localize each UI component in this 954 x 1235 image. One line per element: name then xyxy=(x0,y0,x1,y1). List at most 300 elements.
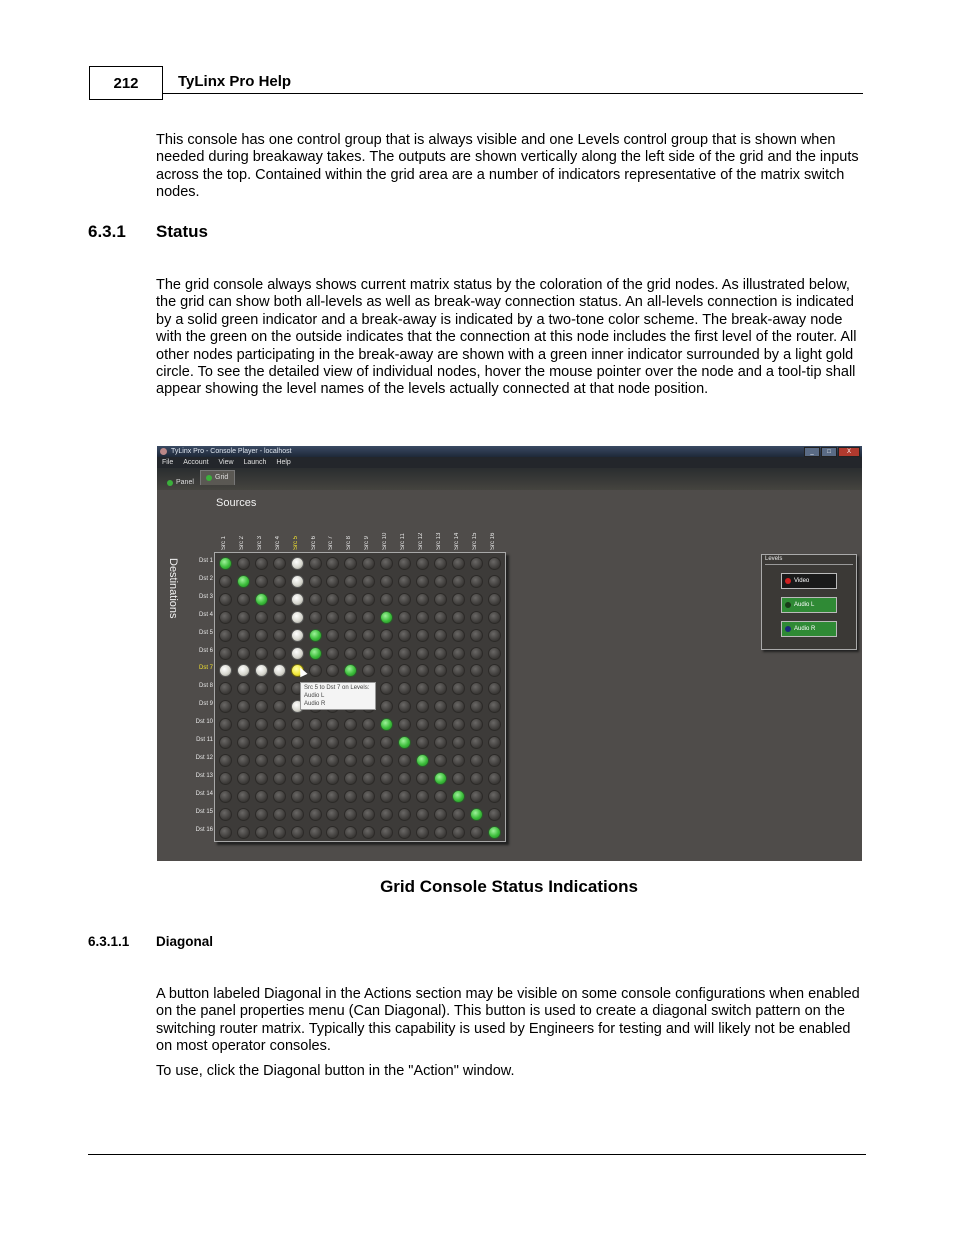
matrix-node[interactable] xyxy=(488,772,501,785)
matrix-node[interactable] xyxy=(255,611,268,624)
matrix-node[interactable] xyxy=(416,718,429,731)
matrix-node[interactable] xyxy=(273,808,286,821)
matrix-node[interactable] xyxy=(309,790,322,803)
matrix-node[interactable] xyxy=(362,772,375,785)
destination-label[interactable]: Dst 2 xyxy=(198,575,213,582)
matrix-node[interactable] xyxy=(255,826,268,839)
matrix-node[interactable] xyxy=(291,557,304,570)
destination-label[interactable]: Dst 4 xyxy=(198,611,213,618)
matrix-node[interactable] xyxy=(488,593,501,606)
matrix-node[interactable] xyxy=(398,557,411,570)
matrix-node[interactable] xyxy=(398,647,411,660)
matrix-node[interactable] xyxy=(273,700,286,713)
matrix-node[interactable] xyxy=(488,629,501,642)
matrix-node[interactable] xyxy=(398,629,411,642)
matrix-node[interactable] xyxy=(255,790,268,803)
matrix-node[interactable] xyxy=(326,736,339,749)
matrix-node[interactable] xyxy=(255,664,268,677)
matrix-node[interactable] xyxy=(434,664,447,677)
section-title: Status xyxy=(156,222,208,241)
source-label[interactable]: Src 9 xyxy=(364,535,371,550)
matrix-node[interactable] xyxy=(434,611,447,624)
matrix-node[interactable] xyxy=(291,593,304,606)
source-label[interactable]: Src 16 xyxy=(489,532,496,550)
matrix-node[interactable] xyxy=(237,593,250,606)
matrix-node[interactable] xyxy=(291,772,304,785)
matrix-node[interactable] xyxy=(219,682,232,695)
matrix-node[interactable] xyxy=(344,664,357,677)
maximize-button[interactable]: □ xyxy=(821,447,837,457)
destination-label[interactable]: Dst 16 xyxy=(195,826,213,833)
matrix-node[interactable] xyxy=(237,682,250,695)
matrix-node[interactable] xyxy=(344,754,357,767)
matrix-node[interactable] xyxy=(309,611,322,624)
source-label[interactable]: Src 11 xyxy=(400,533,406,550)
matrix-node[interactable] xyxy=(488,808,501,821)
matrix-node[interactable] xyxy=(452,736,465,749)
matrix-node[interactable] xyxy=(470,754,483,767)
matrix-node[interactable] xyxy=(309,575,322,588)
matrix-node[interactable] xyxy=(255,629,268,642)
matrix-node[interactable] xyxy=(219,772,232,785)
matrix-node[interactable] xyxy=(362,647,375,660)
matrix-node[interactable] xyxy=(309,664,322,677)
matrix-node[interactable] xyxy=(344,718,357,731)
matrix-node[interactable] xyxy=(398,611,411,624)
matrix-node[interactable] xyxy=(291,754,304,767)
matrix-node[interactable] xyxy=(309,736,322,749)
source-label[interactable]: Src 14 xyxy=(453,532,460,550)
source-label[interactable]: Src 12 xyxy=(417,532,424,550)
matrix-node[interactable] xyxy=(470,736,483,749)
matrix-node[interactable] xyxy=(273,647,286,660)
matrix-node[interactable] xyxy=(416,629,429,642)
matrix-node[interactable] xyxy=(291,718,304,731)
matrix-node[interactable] xyxy=(398,700,411,713)
matrix-node[interactable] xyxy=(398,664,411,677)
matrix-node[interactable] xyxy=(470,826,483,839)
matrix-node[interactable] xyxy=(273,611,286,624)
matrix-node[interactable] xyxy=(398,593,411,606)
source-label[interactable]: Src 13 xyxy=(435,532,442,550)
matrix-node[interactable] xyxy=(326,629,339,642)
matrix-node[interactable] xyxy=(488,718,501,731)
matrix-node[interactable] xyxy=(237,790,250,803)
matrix-node[interactable] xyxy=(273,754,286,767)
matrix-node[interactable] xyxy=(273,557,286,570)
matrix-node[interactable] xyxy=(470,682,483,695)
matrix-node[interactable] xyxy=(255,808,268,821)
matrix-node[interactable] xyxy=(255,575,268,588)
matrix-node[interactable] xyxy=(488,790,501,803)
matrix-node[interactable] xyxy=(398,718,411,731)
destination-label[interactable]: Dst 14 xyxy=(195,790,213,797)
matrix-node[interactable] xyxy=(291,647,304,660)
destination-label[interactable]: Dst 11 xyxy=(196,737,213,743)
matrix-node[interactable] xyxy=(237,736,250,749)
destination-label[interactable]: Dst 3 xyxy=(198,593,213,600)
matrix-node[interactable] xyxy=(416,647,429,660)
matrix-node[interactable] xyxy=(219,808,232,821)
matrix-node[interactable] xyxy=(326,593,339,606)
matrix-node[interactable] xyxy=(488,664,501,677)
destination-label[interactable]: Dst 6 xyxy=(198,647,213,654)
matrix-node[interactable] xyxy=(273,629,286,642)
matrix-node[interactable] xyxy=(255,772,268,785)
matrix-node[interactable] xyxy=(434,754,447,767)
matrix-node[interactable] xyxy=(255,682,268,695)
matrix-node[interactable] xyxy=(470,700,483,713)
matrix-node[interactable] xyxy=(452,575,465,588)
matrix-node[interactable] xyxy=(237,754,250,767)
matrix-node[interactable] xyxy=(309,647,322,660)
matrix-node[interactable] xyxy=(452,664,465,677)
source-label[interactable]: Src 10 xyxy=(382,532,389,550)
matrix-node[interactable] xyxy=(309,718,322,731)
destination-label[interactable]: Dst 8 xyxy=(198,683,213,690)
matrix-node[interactable] xyxy=(398,790,411,803)
matrix-node[interactable] xyxy=(291,611,304,624)
matrix-node[interactable] xyxy=(326,611,339,624)
matrix-node[interactable] xyxy=(273,718,286,731)
matrix-node[interactable] xyxy=(255,736,268,749)
matrix-node[interactable] xyxy=(380,682,393,695)
matrix-node[interactable] xyxy=(362,826,375,839)
matrix-node[interactable] xyxy=(326,664,339,677)
menu-account[interactable]: Account xyxy=(183,459,209,466)
minimize-button[interactable]: _ xyxy=(804,447,820,457)
matrix-node[interactable] xyxy=(237,557,250,570)
matrix-node[interactable] xyxy=(291,826,304,839)
matrix-node[interactable] xyxy=(452,629,465,642)
matrix-node[interactable] xyxy=(488,826,501,839)
matrix-node[interactable] xyxy=(452,611,465,624)
matrix-node[interactable] xyxy=(344,611,357,624)
matrix-node[interactable] xyxy=(344,736,357,749)
matrix-node[interactable] xyxy=(452,790,465,803)
matrix-node[interactable] xyxy=(470,593,483,606)
matrix-node[interactable] xyxy=(416,593,429,606)
source-label[interactable]: Src 8 xyxy=(346,535,353,550)
matrix-node[interactable] xyxy=(362,790,375,803)
destination-label[interactable]: Dst 15 xyxy=(195,808,213,815)
status-dot-icon xyxy=(206,475,212,481)
matrix-node[interactable] xyxy=(237,772,250,785)
matrix-node[interactable] xyxy=(470,664,483,677)
matrix-node[interactable] xyxy=(344,772,357,785)
console-screenshot xyxy=(157,446,862,861)
level-button-audio-l[interactable] xyxy=(781,597,837,613)
matrix-node[interactable] xyxy=(273,664,286,677)
matrix-node[interactable] xyxy=(237,647,250,660)
matrix-node[interactable] xyxy=(416,772,429,785)
matrix-node[interactable] xyxy=(434,575,447,588)
matrix-node[interactable] xyxy=(237,808,250,821)
matrix-node[interactable] xyxy=(380,808,393,821)
menu-view[interactable]: View xyxy=(218,459,234,466)
matrix-node[interactable] xyxy=(362,629,375,642)
matrix-node[interactable] xyxy=(488,754,501,767)
footer-rule xyxy=(88,1154,866,1155)
matrix-node[interactable] xyxy=(416,682,429,695)
matrix-node[interactable] xyxy=(380,772,393,785)
matrix-node[interactable] xyxy=(344,808,357,821)
matrix-node[interactable] xyxy=(309,629,322,642)
matrix-node[interactable] xyxy=(291,575,304,588)
section-heading-diagonal xyxy=(88,934,213,949)
matrix-node[interactable] xyxy=(291,736,304,749)
matrix-node[interactable] xyxy=(380,718,393,731)
matrix-node[interactable] xyxy=(273,790,286,803)
matrix-node[interactable] xyxy=(362,736,375,749)
matrix-node[interactable] xyxy=(452,593,465,606)
matrix-node[interactable] xyxy=(380,700,393,713)
matrix-node[interactable] xyxy=(219,718,232,731)
matrix-node[interactable] xyxy=(398,772,411,785)
matrix-node[interactable] xyxy=(255,647,268,660)
matrix-node[interactable] xyxy=(380,754,393,767)
matrix-node[interactable] xyxy=(434,808,447,821)
matrix-node[interactable] xyxy=(273,682,286,695)
matrix-node[interactable] xyxy=(398,808,411,821)
matrix-node[interactable] xyxy=(309,808,322,821)
matrix-node[interactable] xyxy=(470,790,483,803)
matrix-node[interactable] xyxy=(237,611,250,624)
matrix-node[interactable] xyxy=(380,557,393,570)
close-button[interactable]: X xyxy=(838,447,860,457)
menu-help[interactable]: Help xyxy=(276,459,291,466)
window-titlebar xyxy=(157,446,862,457)
matrix-node[interactable] xyxy=(380,611,393,624)
matrix-node[interactable] xyxy=(362,754,375,767)
matrix-node[interactable] xyxy=(416,736,429,749)
matrix-node[interactable] xyxy=(488,647,501,660)
matrix-node[interactable] xyxy=(255,754,268,767)
matrix-node[interactable] xyxy=(434,682,447,695)
matrix-node[interactable] xyxy=(434,647,447,660)
matrix-node[interactable] xyxy=(470,647,483,660)
levels-divider xyxy=(765,564,853,565)
matrix-node[interactable] xyxy=(219,754,232,767)
matrix-node[interactable] xyxy=(326,647,339,660)
matrix-node[interactable] xyxy=(380,647,393,660)
source-label[interactable]: Src 3 xyxy=(256,535,263,550)
matrix-node[interactable] xyxy=(470,629,483,642)
matrix-node[interactable] xyxy=(416,808,429,821)
matrix-node[interactable] xyxy=(452,682,465,695)
matrix-node[interactable] xyxy=(255,700,268,713)
source-label[interactable]: Src 1 xyxy=(221,535,227,550)
matrix-node[interactable] xyxy=(326,790,339,803)
matrix-node[interactable] xyxy=(434,629,447,642)
matrix-node[interactable] xyxy=(326,772,339,785)
matrix-node[interactable] xyxy=(434,557,447,570)
matrix-node[interactable] xyxy=(273,736,286,749)
destination-label[interactable]: Dst 12 xyxy=(195,754,213,761)
matrix-node[interactable] xyxy=(219,557,232,570)
matrix-node[interactable] xyxy=(273,826,286,839)
matrix-node[interactable] xyxy=(452,808,465,821)
matrix-node[interactable] xyxy=(470,611,483,624)
destination-label[interactable]: Dst 1 xyxy=(198,558,213,564)
matrix-node[interactable] xyxy=(380,629,393,642)
matrix-node[interactable] xyxy=(452,772,465,785)
matrix-node[interactable] xyxy=(255,557,268,570)
matrix-node[interactable] xyxy=(452,718,465,731)
matrix-node[interactable] xyxy=(452,754,465,767)
matrix-node[interactable] xyxy=(326,826,339,839)
matrix-node[interactable] xyxy=(470,557,483,570)
matrix-node[interactable] xyxy=(398,682,411,695)
matrix-node[interactable] xyxy=(470,718,483,731)
matrix-node[interactable] xyxy=(362,611,375,624)
matrix-node[interactable] xyxy=(362,557,375,570)
level-button-video[interactable] xyxy=(781,573,837,589)
matrix-node[interactable] xyxy=(398,826,411,839)
source-label[interactable]: Src 6 xyxy=(310,535,317,550)
matrix-node[interactable] xyxy=(452,826,465,839)
matrix-node[interactable] xyxy=(416,557,429,570)
matrix-node[interactable] xyxy=(344,593,357,606)
menu-launch[interactable]: Launch xyxy=(243,459,267,466)
matrix-node[interactable] xyxy=(237,629,250,642)
matrix-node[interactable] xyxy=(452,557,465,570)
matrix-node[interactable] xyxy=(309,593,322,606)
matrix-node[interactable] xyxy=(488,682,501,695)
matrix-node[interactable] xyxy=(452,700,465,713)
matrix-node[interactable] xyxy=(362,575,375,588)
matrix-node[interactable] xyxy=(219,700,232,713)
matrix-node[interactable] xyxy=(362,593,375,606)
help-title: TyLinx Pro Help xyxy=(178,73,292,90)
matrix-node[interactable] xyxy=(416,611,429,624)
matrix-node[interactable] xyxy=(291,808,304,821)
matrix-node[interactable] xyxy=(434,736,447,749)
level-button-audio-r[interactable] xyxy=(781,621,837,637)
matrix-node[interactable] xyxy=(309,826,322,839)
matrix-node[interactable] xyxy=(237,664,250,677)
tab-panel[interactable] xyxy=(162,476,200,490)
matrix-node[interactable] xyxy=(219,575,232,588)
matrix-node[interactable] xyxy=(362,718,375,731)
matrix-node[interactable] xyxy=(291,629,304,642)
matrix-node[interactable] xyxy=(219,593,232,606)
menu-file[interactable]: File xyxy=(162,459,174,466)
matrix-node[interactable] xyxy=(488,557,501,570)
matrix-node[interactable] xyxy=(434,790,447,803)
matrix-node[interactable] xyxy=(470,575,483,588)
matrix-node[interactable] xyxy=(219,611,232,624)
matrix-node[interactable] xyxy=(291,790,304,803)
matrix-node[interactable] xyxy=(416,664,429,677)
matrix-node[interactable] xyxy=(488,700,501,713)
matrix-node[interactable] xyxy=(488,736,501,749)
matrix-node[interactable] xyxy=(344,826,357,839)
matrix-node[interactable] xyxy=(488,575,501,588)
source-label[interactable]: Src 5 xyxy=(292,535,299,550)
matrix-node[interactable] xyxy=(326,575,339,588)
matrix-node[interactable] xyxy=(488,611,501,624)
matrix-node[interactable] xyxy=(416,700,429,713)
matrix-node[interactable] xyxy=(344,575,357,588)
matrix-node[interactable] xyxy=(237,826,250,839)
matrix-node[interactable] xyxy=(362,808,375,821)
matrix-node[interactable] xyxy=(380,736,393,749)
matrix-node[interactable] xyxy=(416,826,429,839)
matrix-node[interactable] xyxy=(380,593,393,606)
matrix-node[interactable] xyxy=(434,772,447,785)
matrix-node[interactable] xyxy=(416,790,429,803)
matrix-node[interactable] xyxy=(237,718,250,731)
destination-label[interactable]: Dst 7 xyxy=(198,665,213,672)
matrix-node[interactable] xyxy=(309,557,322,570)
matrix-node[interactable] xyxy=(326,754,339,767)
section-number: 6.3.1.1 xyxy=(88,934,130,949)
matrix-node[interactable] xyxy=(219,790,232,803)
matrix-node[interactable] xyxy=(273,772,286,785)
matrix-node[interactable] xyxy=(398,736,411,749)
matrix-node[interactable] xyxy=(344,790,357,803)
matrix-node[interactable] xyxy=(416,754,429,767)
matrix-node[interactable] xyxy=(326,808,339,821)
destination-label[interactable]: Dst 5 xyxy=(198,629,213,636)
matrix-node[interactable] xyxy=(326,718,339,731)
matrix-node[interactable] xyxy=(326,557,339,570)
matrix-node[interactable] xyxy=(398,754,411,767)
source-label[interactable]: Src 7 xyxy=(328,535,335,550)
destination-label[interactable]: Dst 13 xyxy=(195,772,213,779)
matrix-node[interactable] xyxy=(470,808,483,821)
matrix-node[interactable] xyxy=(452,647,465,660)
matrix-node[interactable] xyxy=(237,575,250,588)
level-label: Audio R xyxy=(794,626,816,632)
matrix-node[interactable] xyxy=(344,557,357,570)
matrix-node[interactable] xyxy=(219,664,232,677)
matrix-node[interactable] xyxy=(219,826,232,839)
destination-label[interactable]: Dst 10 xyxy=(195,719,213,726)
matrix-node[interactable] xyxy=(416,575,429,588)
matrix-node[interactable] xyxy=(434,700,447,713)
destination-label[interactable]: Dst 9 xyxy=(198,701,213,708)
matrix-node[interactable] xyxy=(380,664,393,677)
matrix-node[interactable] xyxy=(380,790,393,803)
matrix-node[interactable] xyxy=(273,575,286,588)
matrix-node[interactable] xyxy=(309,772,322,785)
matrix-node[interactable] xyxy=(219,736,232,749)
matrix-node[interactable] xyxy=(237,700,250,713)
matrix-node[interactable] xyxy=(219,647,232,660)
matrix-node[interactable] xyxy=(309,754,322,767)
matrix-node[interactable] xyxy=(434,593,447,606)
matrix-node[interactable] xyxy=(380,826,393,839)
source-label[interactable]: Src 4 xyxy=(274,535,281,550)
matrix-node[interactable] xyxy=(344,629,357,642)
matrix-node[interactable] xyxy=(255,718,268,731)
matrix-node[interactable] xyxy=(219,629,232,642)
matrix-node[interactable] xyxy=(434,718,447,731)
source-label[interactable]: Src 15 xyxy=(471,532,478,550)
matrix-node[interactable] xyxy=(255,593,268,606)
matrix-node[interactable] xyxy=(344,647,357,660)
tab-grid[interactable] xyxy=(200,470,235,485)
matrix-node[interactable] xyxy=(398,575,411,588)
matrix-node[interactable] xyxy=(434,826,447,839)
matrix-node[interactable] xyxy=(273,593,286,606)
matrix-node[interactable] xyxy=(362,664,375,677)
matrix-node[interactable] xyxy=(380,575,393,588)
source-label[interactable]: Src 2 xyxy=(238,535,245,550)
matrix-node[interactable] xyxy=(470,772,483,785)
